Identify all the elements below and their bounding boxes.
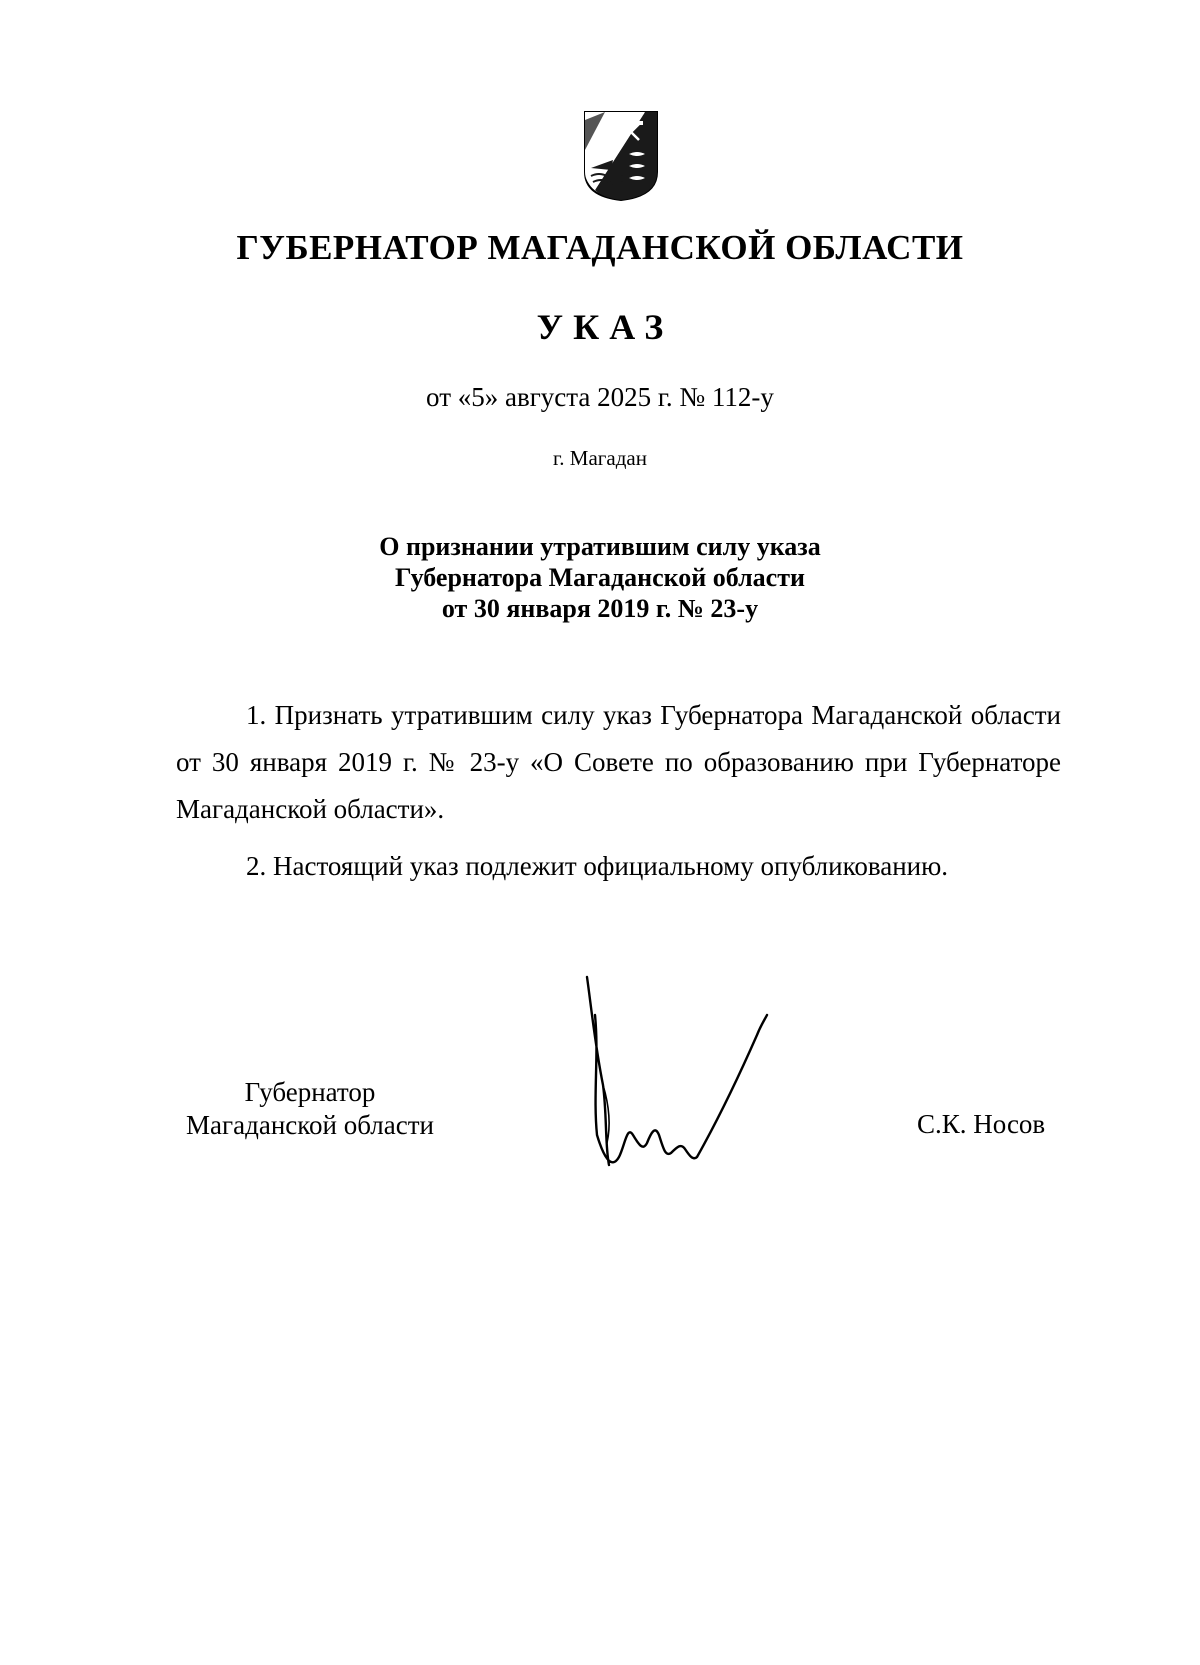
document-date-number: от «5» августа 2025 г. № 112-у [426, 382, 774, 412]
document-type: УКАЗ [536, 307, 674, 347]
document-city: г. Магадан [553, 446, 647, 470]
subject-line-2: Губернатора Магаданской области [395, 563, 805, 592]
paragraph-2: 2. Настоящий указ подлежит официальному опубликованию. [246, 851, 949, 881]
document-subject [0, 531, 1200, 624]
subject-line-1: О признании утратившим силу указа [379, 532, 821, 561]
handwritten-signature-icon [585, 975, 785, 1185]
coat-of-arms-icon [583, 110, 659, 202]
signatory-title-line-2: Магаданской области [186, 1110, 434, 1140]
subject-line-3: от 30 января 2019 г. № 23-у [441, 594, 759, 623]
signatory-title-line-1: Губернатор [244, 1077, 376, 1107]
issuing-authority: ГУБЕРНАТОР МАГАДАНСКОЙ ОБЛАСТИ [236, 228, 964, 267]
paragraph-1: 1. Признать утратившим силу указ Губернатора Магаданской области от 30 января 2019 г. № 23-у «О Совете по образованию при Губернаторе Магаданской области». [176, 700, 1061, 824]
signatory-title [160, 1076, 460, 1142]
signer-name: С.К. Носов [917, 1109, 1046, 1139]
document-body [176, 692, 1061, 900]
